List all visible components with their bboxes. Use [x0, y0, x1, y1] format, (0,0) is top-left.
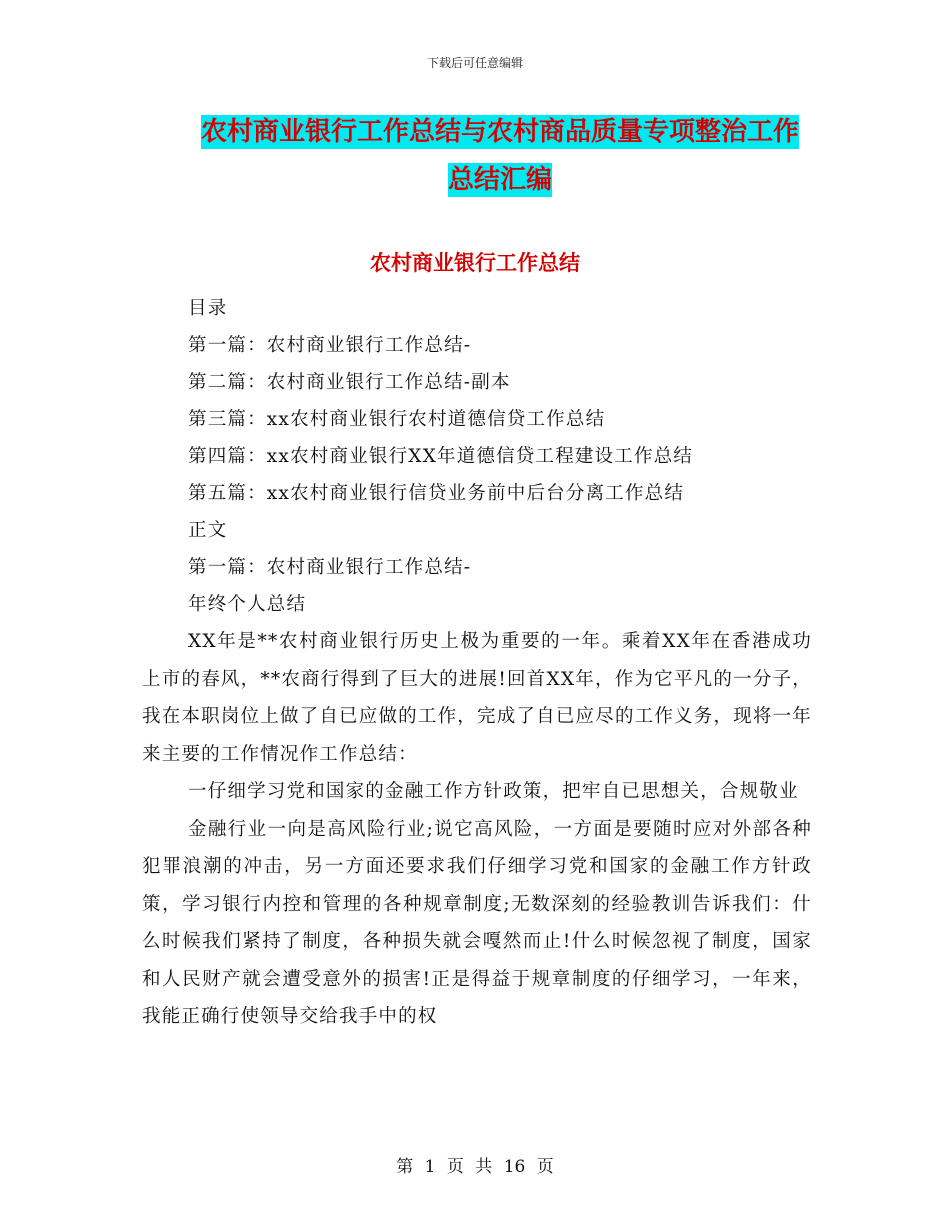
subheading: 年终个人总结: [188, 594, 307, 615]
paragraph: XX年是**农村商业银行历史上极为重要的一年。乘着XX年在香港成功上市的春风，**农商行得到了巨大的进展!回首XX年，作为它平凡的一分子，我在本职岗位上做了自已应做的工作，完成了自已应尽的工作义务，现将一年来主要的工作情况作工作总结：: [142, 631, 812, 765]
title-line-1: 农村商业银行工作总结与农村商品质量专项整治工作: [200, 117, 799, 147]
body-heading: 正文: [188, 520, 228, 541]
toc-heading: 目录: [188, 298, 228, 319]
paragraph: 一仔细学习党和国家的金融工作方针政策，把牢自已思想关，合规敬业: [188, 781, 799, 802]
toc-item: 第三篇：xx农村商业银行农村道德信贷工作总结: [188, 409, 606, 430]
title-line-2: 总结汇编: [447, 165, 552, 195]
chapter-heading: 第一篇：农村商业银行工作总结-: [188, 557, 472, 578]
toc-item: 第五篇：xx农村商业银行信贷业务前中后台分离工作总结: [188, 483, 685, 504]
section-title: 农村商业银行工作总结: [370, 251, 580, 275]
table-of-contents: [188, 290, 868, 623]
paragraph: 金融行业一向是高风险行业;说它高风险，一方面是要随时应对外部各种犯罪浪潮的冲击，另一方面还要求我们仔细学习党和国家的金融工作方针政策，学习银行内控和管理的各种规章制度;无数深刻的经验教训告诉我们：什么时候我们紧持了制度，各种损失就会嘎然而止!什么时候忽视了制度，国家和人民财产就会遭受意外的损害!正是得益于规章制度的仔细学习，一年来，我能正确行使领导交给我手中的权: [142, 818, 812, 1027]
toc-item: 第四篇：xx农村商业银行XX年道德信贷工程建设工作总结: [188, 446, 694, 467]
header-note: 下载后可任意编辑: [426, 56, 523, 70]
page-footer: 第 1 页 共 16 页: [396, 1157, 554, 1177]
toc-item: 第二篇：农村商业银行工作总结-副本: [188, 372, 511, 393]
toc-item: 第一篇：农村商业银行工作总结-: [188, 335, 472, 356]
document-title: [140, 108, 860, 204]
body-text: [142, 623, 812, 1036]
